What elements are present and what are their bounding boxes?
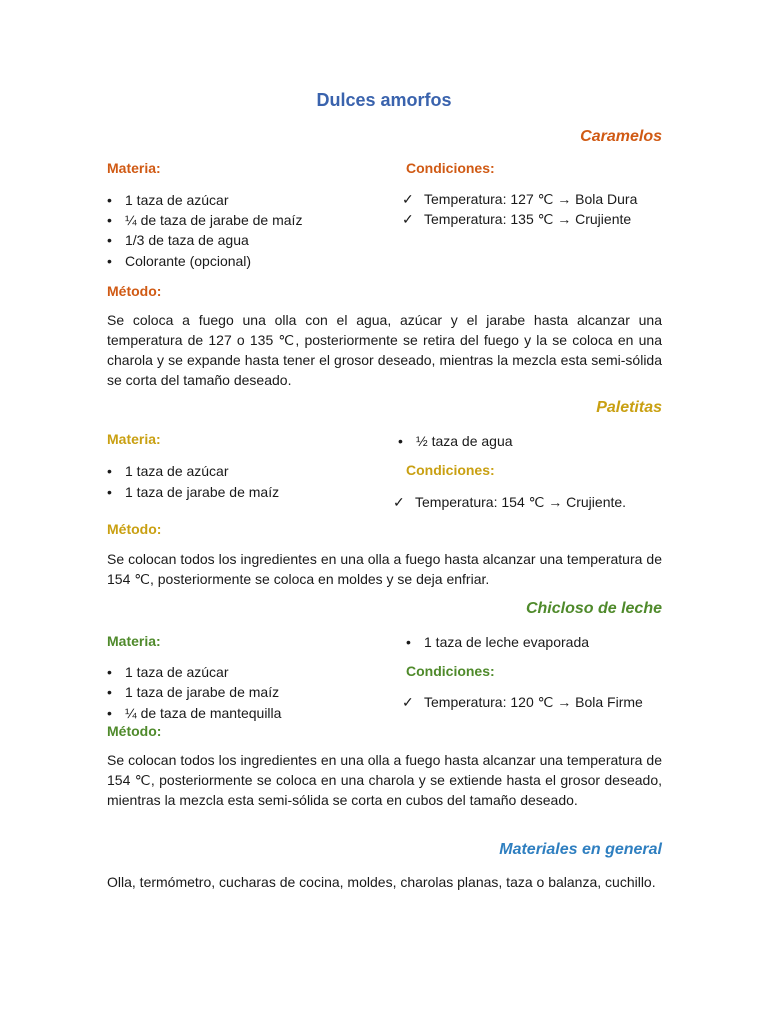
condition-item: ✓ Temperatura: 120 ℃ → Bola Firme <box>424 692 643 712</box>
list-item: • 1 taza de leche evaporada <box>424 632 589 652</box>
section-heading-chicloso: Chicloso de leche <box>525 600 662 617</box>
list-item: • 1/3 de taza de agua <box>125 230 249 250</box>
section-heading-caramelos: Caramelos <box>580 128 662 145</box>
materia-label: Materia: <box>107 431 161 447</box>
condiciones-label: Condiciones: <box>406 462 495 478</box>
list-item: • 1 taza de jarabe de maíz <box>125 682 279 702</box>
list-item: • Colorante (opcional) <box>125 251 251 271</box>
section-heading-materiales: Materiales en general <box>499 841 662 858</box>
materiales-text: Olla, termómetro, cucharas de cocina, moldes, charolas planas, taza o balanza, cuchillo. <box>107 874 656 890</box>
metodo-label: Método: <box>107 283 162 299</box>
materia-label: Materia: <box>107 160 161 176</box>
metodo-text: Se colocan todos los ingredientes en una olla a fuego hasta alcanzar una temperatura de 154 ℃, posteriormente se coloca en moldes y se deja enfriar. <box>107 551 662 587</box>
condiciones-label: Condiciones: <box>406 160 495 176</box>
materia-label: Materia: <box>107 633 161 649</box>
condition-item: ✓ Temperatura: 154 ℃ → Crujiente. <box>415 492 626 512</box>
condition-item: ✓ Temperatura: 135 ℃ → Crujiente <box>424 209 631 229</box>
list-item: • ½ taza de agua <box>416 431 513 451</box>
page-title: Dulces amorfos <box>316 90 452 110</box>
list-item: • 1 taza de azúcar <box>125 461 229 481</box>
list-item: • ¼ de taza de jarabe de maíz <box>125 210 302 230</box>
list-item: • 1 taza de azúcar <box>125 190 229 210</box>
metodo-label: Método: <box>107 723 162 739</box>
list-item: • 1 taza de jarabe de maíz <box>125 482 279 502</box>
list-item: • ¼ de taza de mantequilla <box>125 703 281 723</box>
list-item: • 1 taza de azúcar <box>125 662 229 682</box>
metodo-text: Se coloca a fuego una olla con el agua, azúcar y el jarabe hasta alcanzar una temperatura de 127 o 135 ℃, posteriormente se retira del fuego y la se coloca en una charola y se expande hasta tener el grosor deseado, mientras la mezcla esta semi-sólida se corta del tamaño deseado. <box>107 312 662 388</box>
metodo-text: Se colocan todos los ingredientes en una olla a fuego hasta alcanzar una temperatura de 154 ℃, posteriormente se coloca en una charola y se extiende hasta el grosor deseado, mientras la mezcla esta semi-sólida se corta en cubos del tamaño deseado. <box>107 752 662 808</box>
condiciones-label: Condiciones: <box>406 663 495 679</box>
condition-item: ✓ Temperatura: 127 ℃ → Bola Dura <box>424 189 637 209</box>
metodo-label: Método: <box>107 521 162 537</box>
section-heading-paletitas: Paletitas <box>596 399 662 416</box>
